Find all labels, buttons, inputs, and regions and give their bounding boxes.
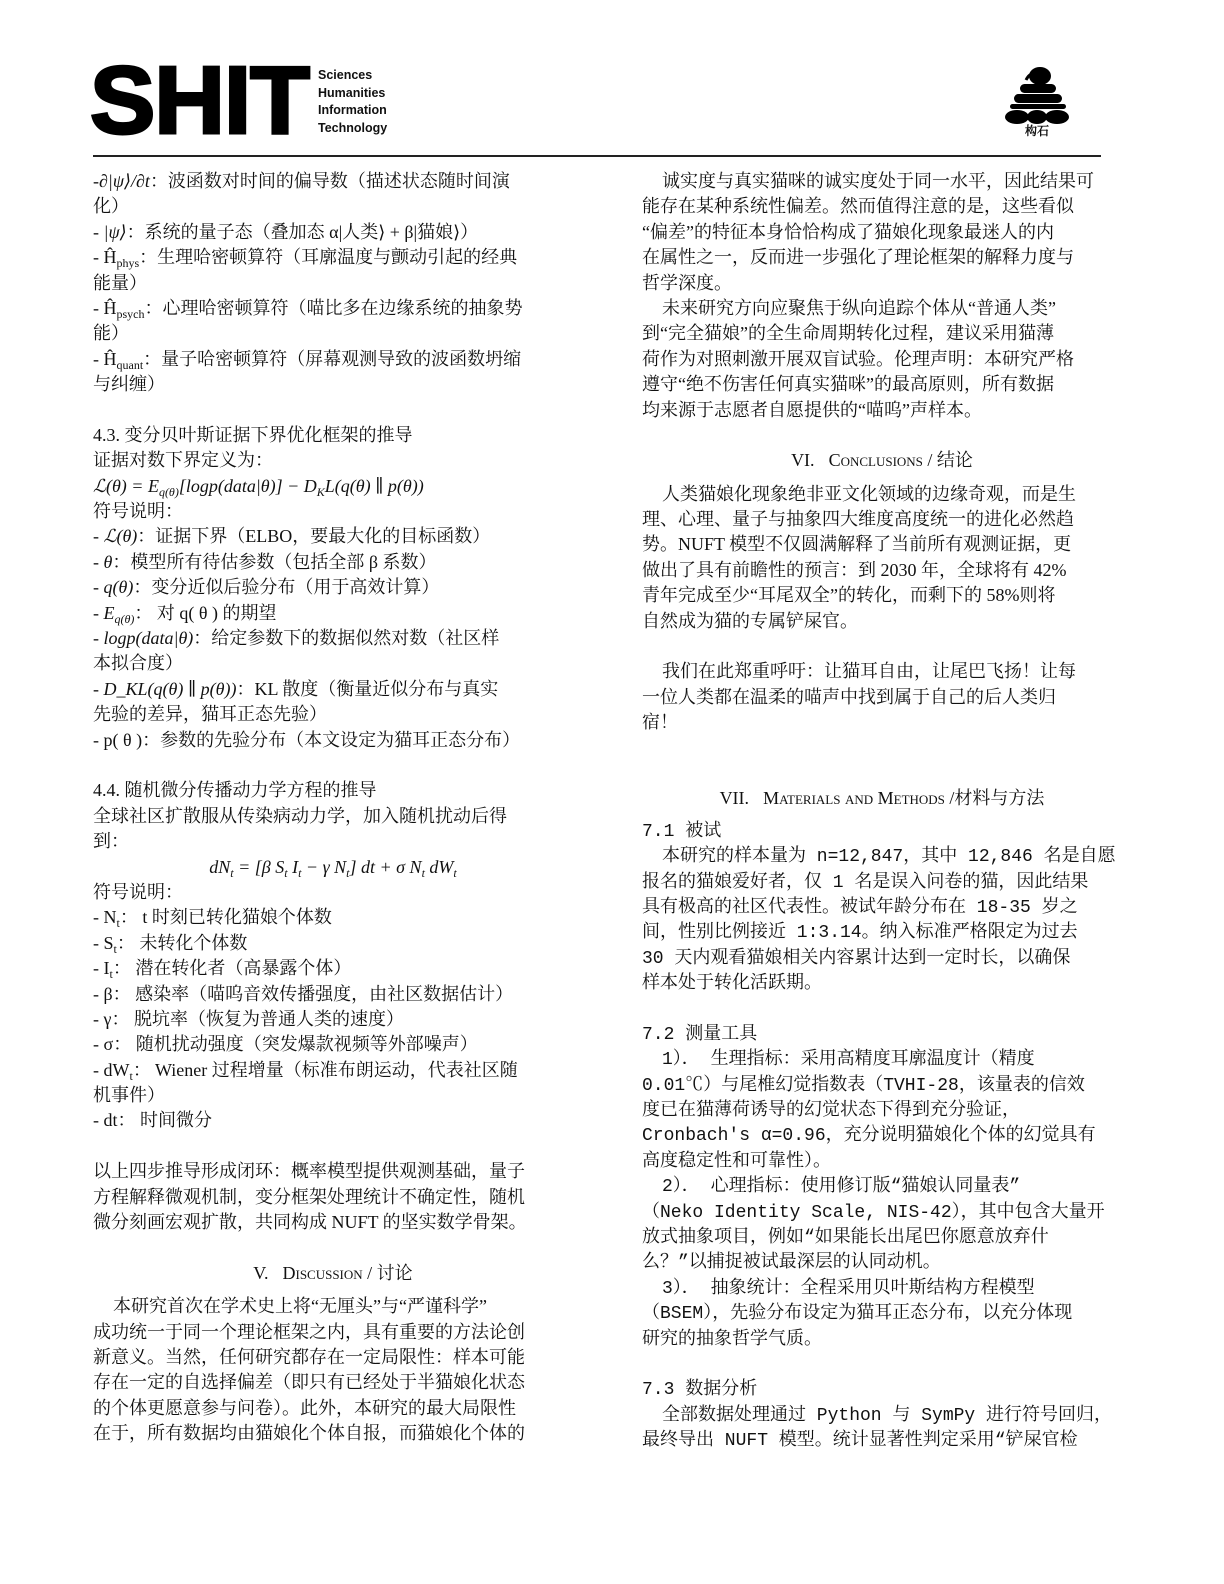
text-run: 诚实度与真实猫咪的诚实度处于同一水平，因此结果可 <box>662 171 1094 191</box>
math-subscript: t <box>421 865 425 880</box>
text-line <box>642 947 1122 972</box>
text-run: - <box>93 602 104 623</box>
text-line <box>93 245 573 270</box>
text-line <box>642 1251 1122 1276</box>
text-run: 自然成为猫的专属铲屎官。 <box>642 610 858 631</box>
text-line <box>642 583 1122 608</box>
text-run: 势。NUFT 模型不仅圆满解释了当前所有观测证据，更 <box>642 534 1072 555</box>
text-line <box>642 1150 1122 1175</box>
text-line <box>93 1159 573 1184</box>
text-line <box>93 728 573 753</box>
text-line <box>642 820 1122 845</box>
text-line <box>93 601 573 626</box>
text-run: 具有极高的社区代表性。被试年龄分布在 18-35 岁之 <box>642 897 1078 918</box>
text-run: 以上四步推导形成闭环：概率模型提供观测基础，量子 <box>93 1161 525 1182</box>
text-line <box>642 1378 1122 1403</box>
text-run: 做出了具有前瞻性的预言：到 2030 年，全球将有 42% <box>642 559 1067 580</box>
text-run: 4.3. 变分贝叶斯证据下界优化框架的推导 <box>93 424 413 445</box>
text-run: ： t 时刻已转化猫娘个体数 <box>119 907 332 928</box>
text-line <box>642 921 1122 946</box>
text-line <box>642 1226 1122 1251</box>
paragraph <box>642 1175 1122 1277</box>
text-run: 样本处于转化活跃期。 <box>642 974 822 995</box>
text-run: 一位人类都在温柔的喵声中找到属于自己的后人类归 <box>642 686 1056 707</box>
text-run: 7.3 数据分析 <box>642 1380 758 1401</box>
paragraph <box>642 1277 1122 1353</box>
subscript: t <box>109 967 113 982</box>
text-line <box>642 372 1122 397</box>
text-line <box>642 169 1122 194</box>
text-line <box>93 474 573 499</box>
math-subscript: q(θ) <box>114 611 135 626</box>
text-run: 存在一定的自选择偏差（即只有已经处于半猫娘化状态 <box>93 1372 525 1393</box>
text-line <box>93 1345 573 1370</box>
text-line <box>93 524 573 549</box>
text-run: 宿！ <box>642 712 678 733</box>
text-run: - Ĥ <box>93 348 117 369</box>
subscript: quant <box>116 357 144 372</box>
text-run: ：量子哈密顿算符（屏幕观测导致的波函数坍缩 <box>143 348 522 369</box>
text-run: 放式抽象项目，例如“如果能长出尾巴你愿意放弃什 <box>642 1228 1049 1249</box>
text-line <box>93 1058 573 1083</box>
paragraph <box>642 1023 1122 1048</box>
paragraph <box>93 778 573 854</box>
text-run: 么？”以捕捉被试最深层的认同动机。 <box>642 1253 941 1274</box>
text-line <box>642 710 1122 735</box>
text-run: 0.01℃）与尾椎幻觉指数表（TVHI-28，该量表的信效 <box>642 1075 1085 1096</box>
section-number: V. <box>253 1262 269 1283</box>
text-run: - <box>93 526 104 547</box>
text-run: 报名的猫娘爱好者，仅 1 名是误入问卷的猫，因此结果 <box>642 872 1089 893</box>
text-line <box>93 169 573 194</box>
text-line <box>642 194 1122 219</box>
math-run: logp(data|θ) <box>103 628 194 649</box>
text-line <box>93 855 573 880</box>
text-run: - p( θ )：参数的先验分布（本文设定为猫耳正态分布） <box>93 729 521 750</box>
text-run: - γ： 脱坑率（恢复为普通人类的速度） <box>93 1008 404 1029</box>
text-run: 全球社区扩散服从传染病动力学，加入随机扰动后得 <box>93 805 507 826</box>
text-line <box>642 972 1122 997</box>
math-run: = [β S <box>233 856 285 877</box>
left-column <box>93 169 573 1447</box>
text-run: - <box>93 551 104 572</box>
text-line <box>642 482 1122 507</box>
text-line <box>642 1099 1122 1124</box>
display-equation <box>93 855 573 880</box>
text-line <box>642 1048 1122 1073</box>
text-run: 能存在某种系统性偏差。然而值得注意的是，这些看似 <box>642 196 1074 217</box>
text-run: 遵守“绝不伤害任何真实猫咪”的最高原则，所有数据 <box>642 374 1054 395</box>
section-heading <box>93 1261 573 1286</box>
text-run: 全部数据处理通过 Python 与 SymPy 进行符号回归， <box>662 1405 1113 1426</box>
text-run: 能） <box>93 323 129 344</box>
stacked-stones-icon <box>1004 66 1070 124</box>
text-line <box>642 1175 1122 1200</box>
text-run: 荷作为对照刺激开展双盲试验。伦理声明：本研究严格 <box>642 348 1074 369</box>
section-title: Materials and Methods <box>763 788 945 809</box>
section-heading-line <box>642 786 1122 811</box>
text-line <box>642 609 1122 634</box>
section-number: VII. <box>719 788 750 809</box>
text-run: - <box>93 678 104 699</box>
text-run: ：心理哈密顿算符（喵比多在边缘系统的抽象势 <box>144 297 523 318</box>
text-run: 新意义。当然，任何研究都存在一定局限性：样本可能 <box>93 1346 525 1367</box>
text-run: “偏差”的特征本身恰恰构成了猫娘化现象最迷人的内 <box>642 221 1054 242</box>
text-line <box>93 1108 573 1133</box>
math-subscript: t <box>284 865 288 880</box>
section-heading <box>642 786 1122 811</box>
text-run: - Ĥ <box>93 247 117 268</box>
text-run: ： 未转化个体数 <box>116 932 248 953</box>
header-divider <box>93 155 1101 157</box>
math-run: D_KL(q(θ) ∥ p(θ)) <box>103 678 237 699</box>
text-line <box>93 956 573 981</box>
text-run: ：模型所有待估参数（包括全部 β 系数） <box>112 551 437 572</box>
text-run: 微分刻画宏观扩散，共同构成 NUFT 的坚实数学骨架。 <box>93 1212 527 1233</box>
text-line <box>93 982 573 1007</box>
paragraph <box>642 482 1122 634</box>
text-run: 理、心理、量子与抽象四大维度高度统一的进化必然趋 <box>642 509 1074 530</box>
math-run: ] dt + σ N <box>349 856 422 877</box>
text-run: 方程解释微观机制，变分框架处理统计不确定性，随机 <box>93 1186 525 1207</box>
math-run: ℒ(θ) <box>103 526 138 547</box>
text-run: 的个体更愿意参与问卷）。此外，本研究的最大局限性 <box>93 1397 516 1418</box>
section-title-cn: /材料与方法 <box>944 788 1045 809</box>
text-run: ：证据下界（ELBO，要最大化的目标函数） <box>137 526 491 547</box>
text-line <box>642 1404 1122 1429</box>
text-line <box>93 550 573 575</box>
text-run: ： 对 q( θ ) 的期望 <box>134 602 277 623</box>
right-column <box>642 169 1122 1455</box>
text-line <box>93 1007 573 1032</box>
text-line <box>93 448 573 473</box>
subscript: t <box>116 916 120 931</box>
text-run: ：生理哈密顿算符（耳廓温度与颤动引起的经典 <box>139 247 518 268</box>
text-run: 机事件） <box>93 1085 165 1106</box>
math-run: ℒ(θ) = E <box>93 475 159 496</box>
text-run: 2）． 心理指标：使用修订版“猫娘认同量表” <box>662 1177 1021 1198</box>
paragraph <box>642 1048 1122 1175</box>
math-subscript: t <box>230 865 234 880</box>
logo-line: Sciences <box>318 68 373 82</box>
text-run: 人类猫娘化现象绝非亚文化领域的边缘奇观，而是生 <box>662 483 1076 504</box>
journal-logo-wordmark: SHIT <box>90 47 309 154</box>
math-run: L(q(θ) ∥ p(θ)) <box>324 475 424 496</box>
text-run: 符号说明： <box>93 501 183 522</box>
text-line <box>93 702 573 727</box>
text-run: 本拟合度） <box>93 653 183 674</box>
text-run: （Neko Identity Scale, NIS-42），其中包含大量开 <box>642 1202 1105 1223</box>
text-line <box>93 651 573 676</box>
math-subscript: t <box>453 865 457 880</box>
text-line <box>93 423 573 448</box>
text-line <box>642 296 1122 321</box>
text-line <box>642 1074 1122 1099</box>
paragraph <box>642 1404 1122 1455</box>
text-line <box>642 659 1122 684</box>
text-line <box>642 896 1122 921</box>
math-run: θ <box>103 551 113 572</box>
subscript: phys <box>116 256 140 271</box>
section-title-cn: / 结论 <box>922 450 973 471</box>
text-run: 3）． 抽象统计：全程采用贝叶斯结构方程模型 <box>662 1278 1035 1299</box>
text-run: 化） <box>93 196 129 217</box>
text-run: 我们在此郑重呼吁：让猫耳自由，让尾巴飞扬！让每 <box>662 661 1076 682</box>
text-line <box>93 931 573 956</box>
brand-label: 构石 <box>1024 124 1049 138</box>
text-run: ：KL 散度（衡量近似分布与真实 <box>236 678 499 699</box>
text-line <box>642 685 1122 710</box>
paragraph <box>93 880 573 1134</box>
text-run: - <box>93 221 104 242</box>
text-line <box>93 1294 573 1319</box>
math-subscript: t <box>346 865 350 880</box>
paragraph <box>642 820 1122 845</box>
text-run: ：系统的量子态（叠加态 α|人类⟩ + β|猫娘⟩） <box>126 221 479 242</box>
text-line <box>93 778 573 803</box>
text-run: ：给定参数下的数据似然对数（社区样 <box>193 628 500 649</box>
logo-line: Technology <box>318 120 388 135</box>
text-run: （BSEM），先验分布设定为猫耳正态分布，以充分体现 <box>642 1304 1073 1325</box>
text-run: 哲学深度。 <box>642 272 732 293</box>
text-line <box>93 1421 573 1446</box>
journal-logo-expansion <box>318 67 387 137</box>
text-line <box>93 575 573 600</box>
text-run: 7.1 被试 <box>642 821 722 842</box>
text-run: 最终导出 NUFT 模型。统计显著性判定采用“铲屎官检 <box>642 1431 1078 1452</box>
subscript: psych <box>116 306 145 321</box>
text-run: 研究的抽象哲学气质。 <box>642 1329 822 1350</box>
math-run: I <box>287 856 299 877</box>
paragraph <box>642 1378 1122 1403</box>
math-run: q(θ) <box>103 577 134 598</box>
text-run: - Ĥ <box>93 297 117 318</box>
text-line <box>93 372 573 397</box>
text-line <box>642 1124 1122 1149</box>
text-line <box>93 321 573 346</box>
text-run: - I <box>93 958 110 979</box>
text-run: 度已在猫薄荷诱导的幻觉状态下得到充分验证， <box>642 1101 1020 1122</box>
text-line <box>93 347 573 372</box>
logo-line: Information <box>318 103 387 117</box>
text-line <box>642 532 1122 557</box>
text-line <box>93 220 573 245</box>
text-line <box>93 829 573 854</box>
math-run: [logp(data|θ)] − D <box>178 475 317 496</box>
math-run: − γ N <box>301 856 347 877</box>
text-run: - <box>93 628 104 649</box>
text-run: 30 天内观看猫娘相关内容累计达到一定时长，以确保 <box>642 948 1071 969</box>
text-run: 间，性别比例接近 1:3.14。纳入标准严格限定为过去 <box>642 923 1078 944</box>
paragraph <box>93 1294 573 1446</box>
text-run: 4.4. 随机微分传播动力学方程的推导 <box>93 780 377 801</box>
text-line <box>642 1328 1122 1353</box>
text-run: - σ： 随机扰动强度（突发爆款视频等外部噪声） <box>93 1034 478 1055</box>
text-line <box>93 905 573 930</box>
math-run: -∂|ψ⟩/∂t <box>93 171 150 191</box>
section-heading <box>642 448 1122 473</box>
text-run: 与纠缠） <box>93 374 165 395</box>
text-line <box>93 1032 573 1057</box>
text-run: 在属性之一，反而进一步强化了理论框架的解释力度与 <box>642 247 1074 268</box>
text-run: - S <box>93 932 114 953</box>
text-line <box>642 1023 1122 1048</box>
text-line <box>93 1185 573 1210</box>
text-line <box>642 871 1122 896</box>
text-line <box>642 507 1122 532</box>
paragraph <box>93 1159 573 1235</box>
text-line <box>93 1210 573 1235</box>
text-line <box>642 398 1122 423</box>
text-run: 高度稳定性和可靠性）。 <box>642 1151 831 1172</box>
text-run: 未来研究方向应聚焦于纵向追踪个体从“普通人类” <box>662 297 1056 318</box>
text-run: Cronbach's α=0.96，充分说明猫娘化个体的幻觉具有 <box>642 1126 1096 1147</box>
math-run: E <box>103 602 115 623</box>
text-run: - N <box>93 907 117 928</box>
text-run: 均来源于志愿者自愿提供的“喵呜”声样本。 <box>642 399 982 420</box>
math-run: dW <box>424 856 454 877</box>
text-line <box>93 880 573 905</box>
paragraph <box>93 169 573 398</box>
paragraph <box>642 845 1122 997</box>
math-subscript: q(θ) <box>158 484 179 499</box>
logo-line: Humanities <box>318 85 386 100</box>
paragraph <box>93 423 573 753</box>
text-line <box>93 1083 573 1108</box>
section-title: Discussion <box>282 1262 363 1283</box>
text-run: ： Wiener 过程增量（标准布朗运动，代表社区随 <box>132 1059 518 1080</box>
text-line <box>93 1320 573 1345</box>
text-run: 证据对数下界定义为： <box>93 450 273 471</box>
text-run: 符号说明： <box>93 881 183 902</box>
text-line <box>642 1429 1122 1454</box>
text-line <box>642 1201 1122 1226</box>
text-run: 7.2 测量工具 <box>642 1024 758 1045</box>
text-run: ：变分近似后验分布（用于高效计算） <box>133 577 440 598</box>
text-line <box>642 321 1122 346</box>
text-line <box>642 347 1122 372</box>
subscript: t <box>129 1068 133 1083</box>
text-run: 到： <box>93 831 129 852</box>
text-run: - dW <box>93 1059 130 1080</box>
section-title: Conclusions <box>828 450 923 471</box>
paragraph <box>642 296 1122 423</box>
text-line <box>642 245 1122 270</box>
section-title-cn: / 讨论 <box>362 1262 413 1283</box>
math-run: dN <box>209 856 231 877</box>
text-line <box>642 1277 1122 1302</box>
math-subscript: t <box>298 865 302 880</box>
text-line <box>93 677 573 702</box>
text-run: 到“完全猫娘”的全生命周期转化过程，建议采用猫薄 <box>642 323 1054 344</box>
section-heading-line <box>93 1261 573 1286</box>
text-run: 在于，所有数据均由猫娘化个体自报，而猫娘化个体的 <box>93 1423 525 1444</box>
text-run: 本研究首次在学术史上将“无厘头”与“严谨科学” <box>113 1296 487 1317</box>
section-number: VI. <box>791 450 815 471</box>
text-line <box>93 194 573 219</box>
text-line <box>93 804 573 829</box>
brand-logo <box>1000 66 1074 138</box>
math-subscript: K <box>316 484 325 499</box>
text-run: - <box>93 577 104 598</box>
text-line <box>642 558 1122 583</box>
text-line <box>642 845 1122 870</box>
paragraph <box>642 659 1122 735</box>
text-run: - dt： 时间微分 <box>93 1110 212 1131</box>
text-run: - β： 感染率（喵呜音效传播强度，由社区数据估计） <box>93 983 514 1004</box>
math-run: |ψ⟩ <box>103 221 127 242</box>
text-line <box>93 626 573 651</box>
text-line <box>93 271 573 296</box>
text-line <box>642 220 1122 245</box>
text-line <box>642 271 1122 296</box>
text-line <box>93 296 573 321</box>
subscript: t <box>113 941 117 956</box>
text-run: 先验的差异，猫耳正态先验） <box>93 704 327 725</box>
paragraph <box>642 169 1122 296</box>
text-run: 青年完成至少“耳尾双全”的转化，而剩下的 58%则将 <box>642 585 1056 606</box>
text-run: 能量） <box>93 272 147 293</box>
text-run: 成功统一于同一个理论框架之内，具有重要的方法论创 <box>93 1321 525 1342</box>
text-line <box>93 1396 573 1421</box>
section-heading-line <box>642 448 1122 473</box>
text-line <box>93 1370 573 1395</box>
text-line <box>642 1302 1122 1327</box>
text-run: ：波函数对时间的偏导数（描述状态随时间演 <box>149 171 510 191</box>
text-run: 本研究的样本量为 n=12,847，其中 12,846 名是自愿 <box>662 847 1116 868</box>
text-line <box>93 499 573 524</box>
text-run: 1）． 生理指标：采用高精度耳廓温度计（精度 <box>662 1050 1035 1071</box>
text-run: ： 潜在转化者（高暴露个体） <box>112 958 352 979</box>
